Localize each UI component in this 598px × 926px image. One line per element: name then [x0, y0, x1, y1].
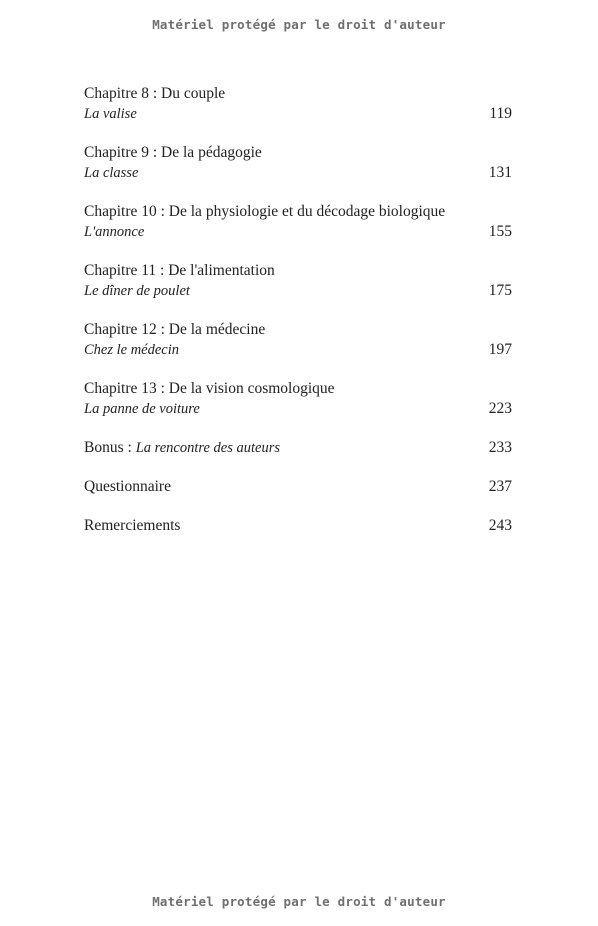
chapter-subtitle-row: [84, 399, 512, 419]
page-number: 243: [488, 517, 512, 534]
chapter-subtitle-row: [84, 163, 512, 183]
chapter-title: Chapitre 12 : De la médecine: [84, 321, 266, 338]
toc-entry-chapter-9: [84, 143, 512, 183]
bonus-prefix: Bonus :: [84, 439, 136, 456]
chapter-title: Chapitre 9 : De la pédagogie: [84, 144, 262, 161]
bonus-title: La rencontre des auteurs: [135, 440, 281, 456]
chapter-subtitle: Le dîner de poulet: [84, 283, 190, 299]
toc-entry-chapter-12: [84, 320, 512, 360]
chapter-title: Chapitre 8 : Du couple: [84, 85, 226, 102]
page-number: 155: [488, 223, 512, 240]
chapter-title: Chapitre 13 : De la vision cosmologique: [84, 380, 335, 397]
page-number: 175: [488, 282, 512, 299]
chapter-subtitle-row: [84, 104, 512, 124]
chapter-title: Chapitre 11 : De l'alimentation: [84, 262, 275, 279]
chapter-subtitle: L'annonce: [84, 224, 145, 240]
page-number: 237: [488, 478, 512, 495]
page-number: 233: [488, 439, 512, 456]
toc-entry-chapter-10: [84, 202, 512, 242]
chapter-title: Chapitre 10 : De la physiologie et du décodage biologique: [84, 203, 446, 220]
chapter-subtitle: La valise: [84, 106, 137, 122]
toc-entry-chapter-11: [84, 261, 512, 301]
questionnaire-row: [84, 477, 512, 497]
chapter-subtitle-row: [84, 340, 512, 360]
toc-entry-questionnaire: [84, 477, 512, 497]
chapter-subtitle-row: [84, 281, 512, 301]
watermark-top: Matériel protégé par le droit d'auteur: [152, 17, 446, 32]
toc-entry-bonus: [84, 438, 512, 458]
chapter-subtitle: La panne de voiture: [84, 401, 200, 417]
remerciements-label: Remerciements: [84, 517, 181, 534]
questionnaire-label: Questionnaire: [84, 478, 171, 495]
bonus-row: [84, 438, 512, 458]
toc-entry-chapter-8: [84, 84, 512, 124]
toc-entry-chapter-13: [84, 379, 512, 419]
chapter-subtitle: Chez le médecin: [84, 342, 180, 358]
table-of-contents: [84, 84, 512, 555]
page-number: 131: [488, 164, 512, 181]
page-number: 223: [488, 400, 512, 417]
watermark-bottom: Matériel protégé par le droit d'auteur: [152, 894, 446, 909]
chapter-subtitle-row: [84, 222, 512, 242]
chapter-subtitle: La classe: [84, 165, 139, 181]
remerciements-row: [84, 516, 512, 536]
toc-entry-remerciements: [84, 516, 512, 536]
page-number: 119: [489, 105, 512, 122]
page-number: 197: [488, 341, 512, 358]
